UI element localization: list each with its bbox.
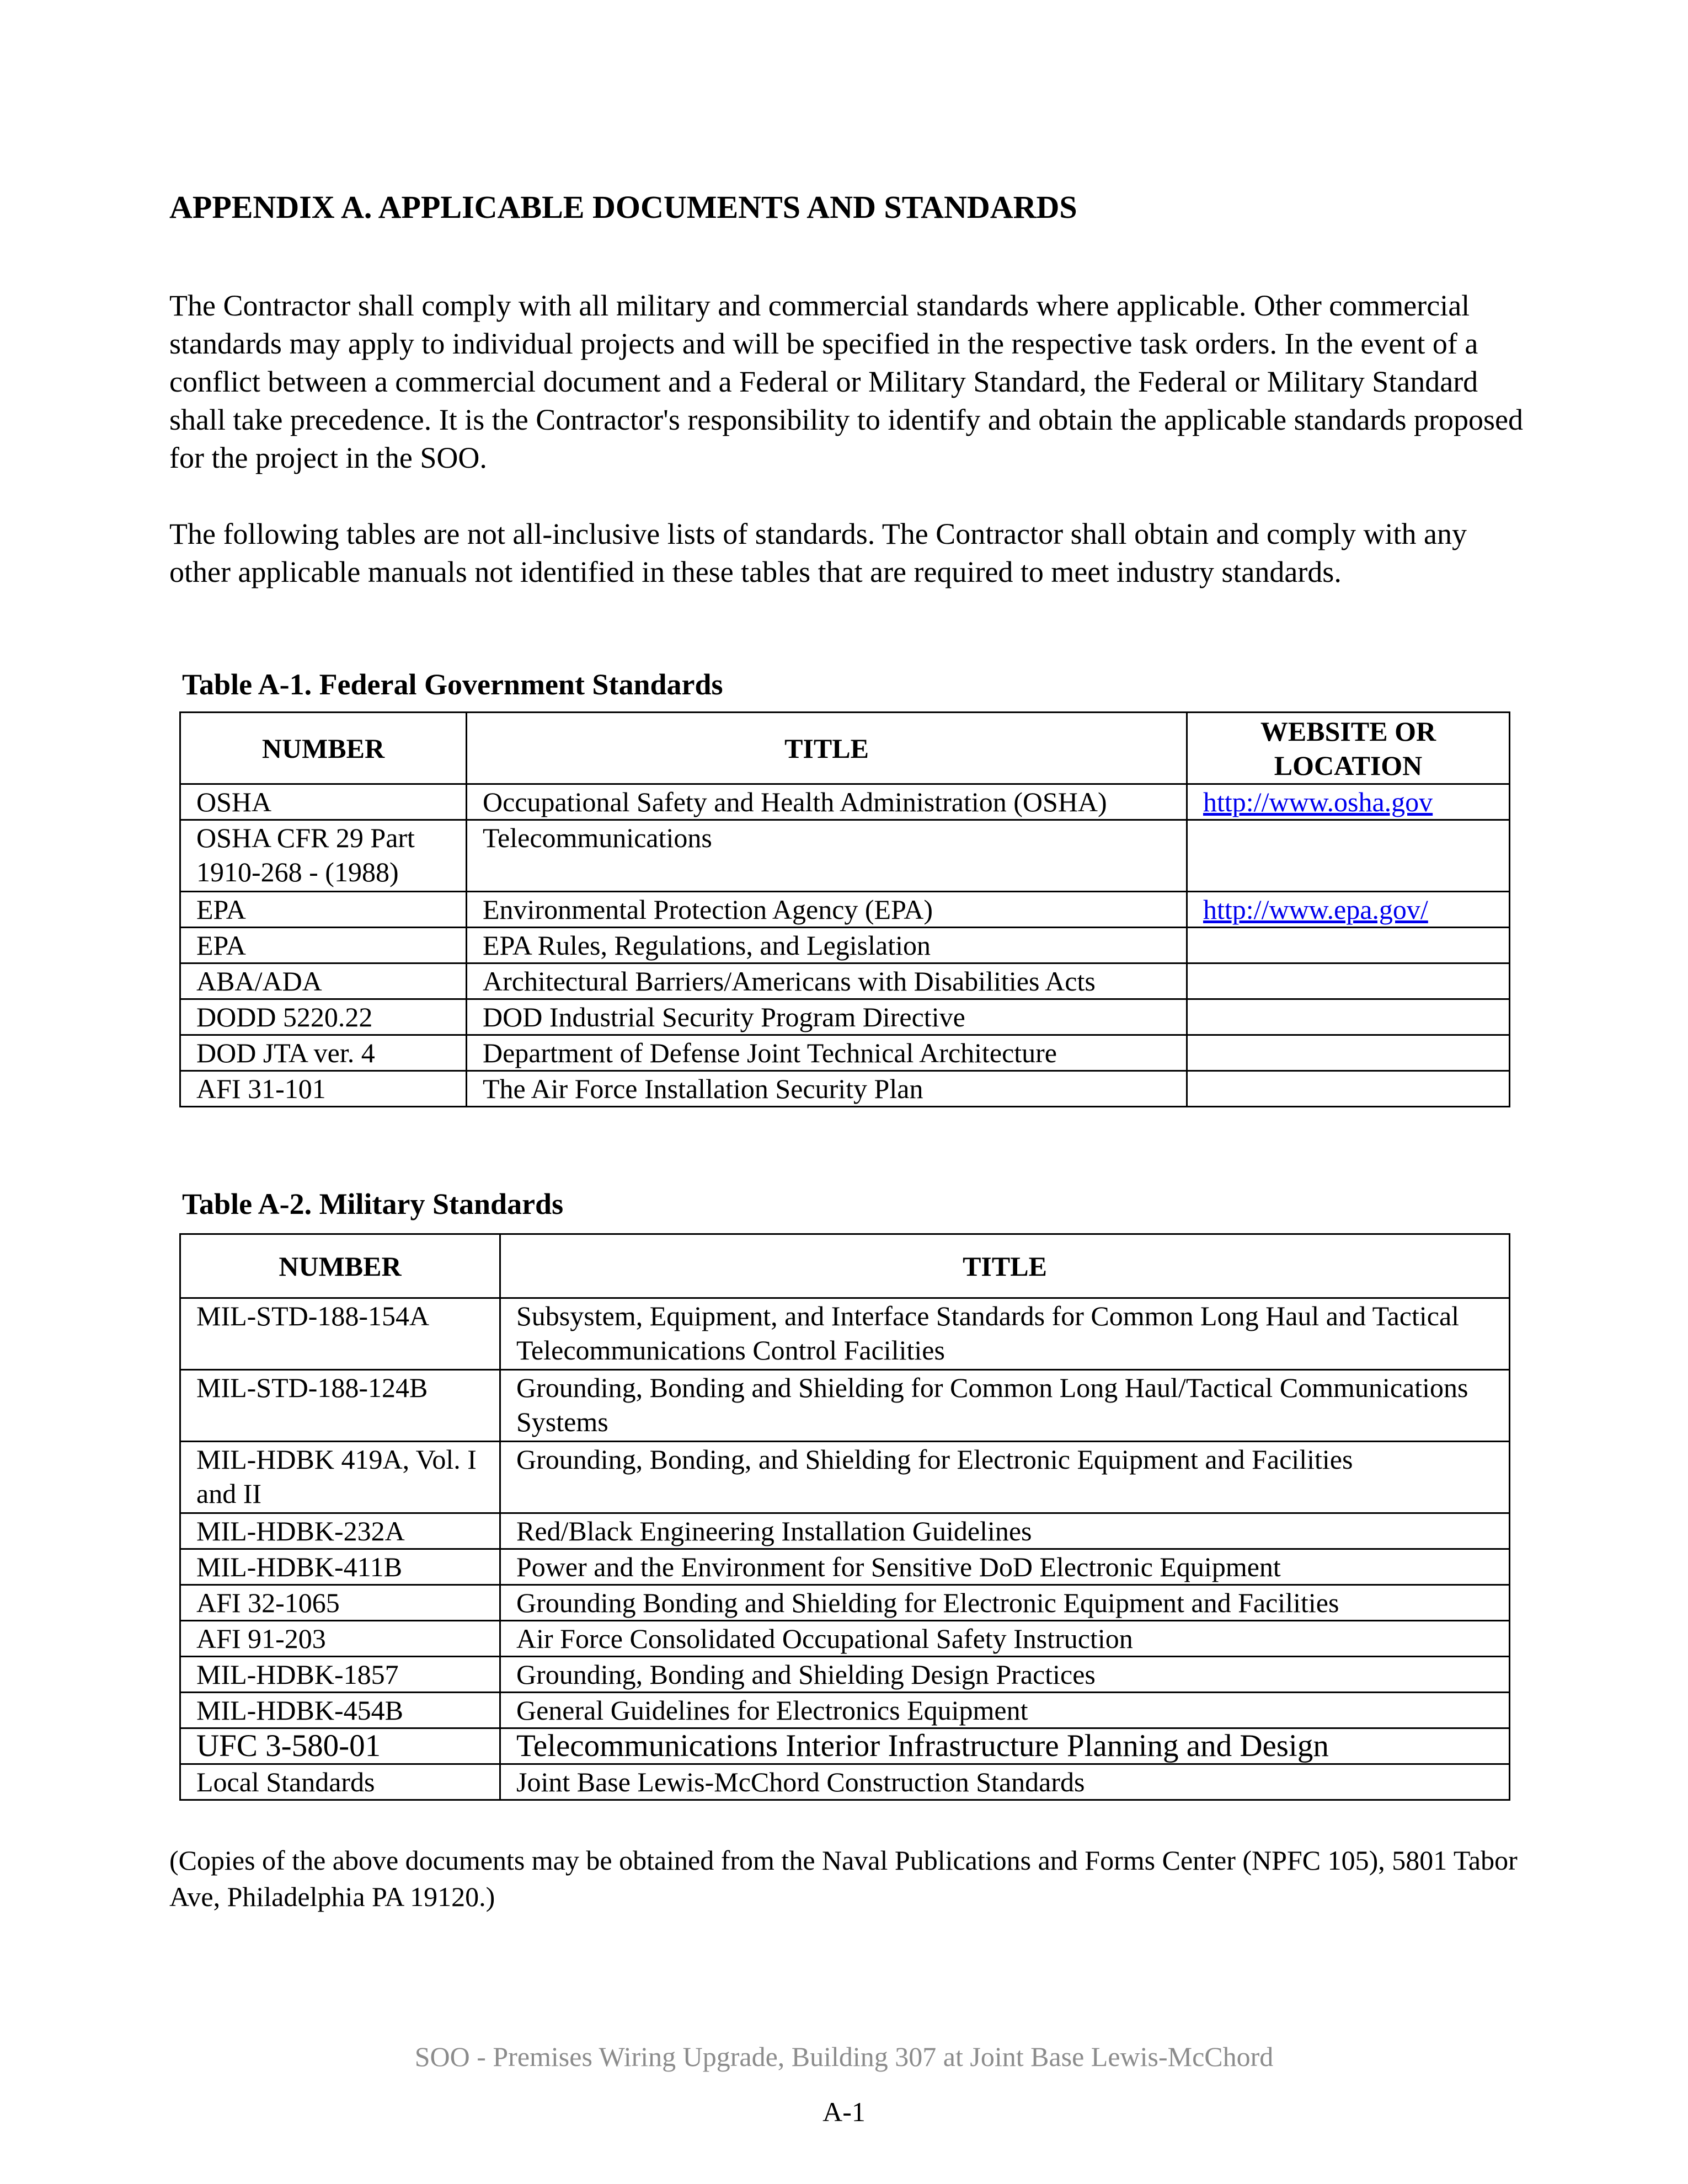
cell-title: The Air Force Installation Security Plan	[467, 1071, 1187, 1107]
cell-number: AFI 31-101	[180, 1071, 467, 1107]
header-number: NUMBER	[180, 713, 467, 784]
cell-title: General Guidelines for Electronics Equipment	[500, 1693, 1510, 1728]
cell-title: EPA Rules, Regulations, and Legislation	[467, 928, 1187, 963]
cell-title: Joint Base Lewis-McChord Construction Standards	[500, 1764, 1510, 1800]
table-row	[180, 1370, 1510, 1442]
cell-title: Subsystem, Equipment, and Interface Standards for Common Long Haul and Tactical Telecommunications Control Facilities	[500, 1298, 1510, 1370]
cell-number: MIL-HDBK-232A	[180, 1513, 500, 1549]
cell-number: MIL-STD-188-154A	[180, 1298, 500, 1370]
cell-title: Architectural Barriers/Americans with Disabilities Acts	[467, 963, 1187, 999]
epa-link[interactable]: http://www.epa.gov/	[1203, 894, 1428, 925]
table-row	[180, 1693, 1510, 1728]
cell-website	[1187, 928, 1510, 963]
cell-number: OSHA CFR 29 Part 1910-268 - (1988)	[180, 820, 467, 892]
cell-website	[1187, 820, 1510, 892]
cell-title: Power and the Environment for Sensitive DoD Electronic Equipment	[500, 1549, 1510, 1585]
cell-number: ABA/ADA	[180, 963, 467, 999]
table-row	[180, 820, 1510, 892]
cell-number: EPA	[180, 928, 467, 963]
cell-website	[1187, 784, 1510, 820]
table-a2-caption: Table A-2. Military Standards	[182, 1187, 564, 1221]
cell-number: MIL-HDBK-454B	[180, 1693, 500, 1728]
table-row	[180, 1035, 1510, 1071]
header-number: NUMBER	[180, 1234, 500, 1298]
federal-standards-table	[179, 711, 1510, 1107]
cell-number: DOD JTA ver. 4	[180, 1035, 467, 1071]
intro-paragraph: The Contractor shall comply with all military and commercial standards where applicable. Other commercial standards may apply to individual projects and will be specified in the respective task orders. In the event of a conflict between a commercial document and a Federal or Military Standard, the Federal or Military Standard shall take precedence. It is the Contractor's responsibility to identify and obtain the applicable standards proposed for the project in the SOO.	[169, 289, 1524, 474]
header-title: TITLE	[500, 1234, 1510, 1298]
table-row	[180, 892, 1510, 928]
cell-number: AFI 32-1065	[180, 1585, 500, 1621]
cell-title: Red/Black Engineering Installation Guidelines	[500, 1513, 1510, 1549]
cell-number: MIL-HDBK-1857	[180, 1657, 500, 1693]
cell-website	[1187, 1035, 1510, 1071]
cell-number: DODD 5220.22	[180, 999, 467, 1035]
table-row	[180, 1764, 1510, 1800]
tables-note-paragraph: The following tables are not all-inclusive lists of standards. The Contractor shall obtain and comply with any other applicable manuals not identified in these tables that are required to meet industry standards.	[169, 517, 1467, 588]
cell-website	[1187, 892, 1510, 928]
cell-title: Occupational Safety and Health Administration (OSHA)	[467, 784, 1187, 820]
cell-number: MIL-HDBK-411B	[180, 1549, 500, 1585]
cell-number: MIL-HDBK 419A, Vol. I and II	[180, 1442, 500, 1513]
cell-title: Grounding, Bonding and Shielding Design Practices	[500, 1657, 1510, 1693]
table-row	[180, 1513, 1510, 1549]
cell-title: DOD Industrial Security Program Directive	[467, 999, 1187, 1035]
table-row	[180, 1442, 1510, 1513]
cell-title: Telecommunications Interior Infrastructure Planning and Design	[500, 1728, 1510, 1764]
cell-website	[1187, 999, 1510, 1035]
cell-number: AFI 91-203	[180, 1621, 500, 1657]
cell-number: UFC 3-580-01	[180, 1728, 500, 1764]
table-row	[180, 999, 1510, 1035]
military-standards-table	[179, 1233, 1510, 1801]
table-row	[180, 963, 1510, 999]
cell-website	[1187, 963, 1510, 999]
cell-title: Air Force Consolidated Occupational Safety Instruction	[500, 1621, 1510, 1657]
header-website: WEBSITE OR LOCATION	[1187, 713, 1510, 784]
cell-title: Grounding Bonding and Shielding for Electronic Equipment and Facilities	[500, 1585, 1510, 1621]
cell-number: EPA	[180, 892, 467, 928]
table-row	[180, 1549, 1510, 1585]
table-row	[180, 1071, 1510, 1107]
cell-title: Grounding, Bonding, and Shielding for Electronic Equipment and Facilities	[500, 1442, 1510, 1513]
table-header-row	[180, 1234, 1510, 1298]
copies-note: (Copies of the above documents may be obtained from the Naval Publications and Forms Center (NPFC 105), 5801 Tabor Ave, Philadelphia PA 19120.)	[169, 1845, 1518, 1912]
table-row	[180, 1728, 1510, 1764]
table-row	[180, 1585, 1510, 1621]
appendix-heading: APPENDIX A. APPLICABLE DOCUMENTS AND STANDARDS	[169, 189, 1077, 225]
table-row	[180, 784, 1510, 820]
header-title: TITLE	[467, 713, 1187, 784]
cell-title: Environmental Protection Agency (EPA)	[467, 892, 1187, 928]
cell-title: Grounding, Bonding and Shielding for Common Long Haul/Tactical Communications Systems	[500, 1370, 1510, 1442]
table-row	[180, 1298, 1510, 1370]
table-header-row	[180, 713, 1510, 784]
page-footer: SOO - Premises Wiring Upgrade, Building 307 at Joint Base Lewis-McChord	[414, 2041, 1274, 2072]
cell-number: Local Standards	[180, 1764, 500, 1800]
cell-title: Department of Defense Joint Technical Architecture	[467, 1035, 1187, 1071]
cell-number: MIL-STD-188-124B	[180, 1370, 500, 1442]
cell-title: Telecommunications	[467, 820, 1187, 892]
cell-number: OSHA	[180, 784, 467, 820]
table-a1-caption: Table A-1. Federal Government Standards	[182, 668, 723, 701]
table-row	[180, 1621, 1510, 1657]
osha-link[interactable]: http://www.osha.gov	[1203, 786, 1433, 817]
table-row	[180, 1657, 1510, 1693]
cell-website	[1187, 1071, 1510, 1107]
page-number: A-1	[822, 2096, 866, 2127]
table-row	[180, 928, 1510, 963]
